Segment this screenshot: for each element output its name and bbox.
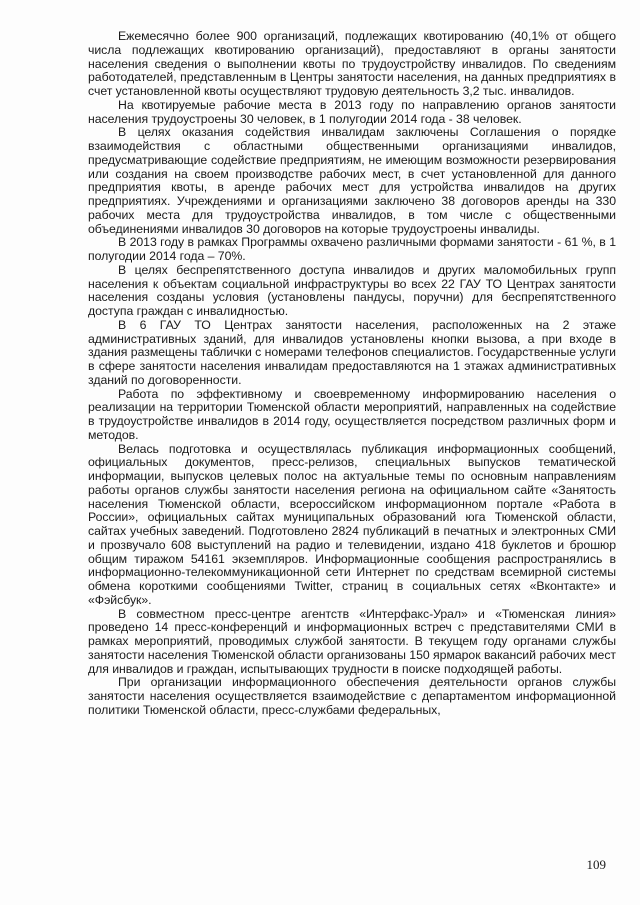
page-number: 109: [586, 857, 606, 872]
paragraph-quota-employment: На квотируемые рабочие места в 2013 году по направлению органов занятости населения трудоустроены 30 человек, в 1 полугодии 2014 года - 38 человек.: [88, 97, 616, 126]
paragraph-quota-reporting: Ежемесячно более 900 организаций, подлежащих квотированию (40,1% от общего числа подлежащих квотированию организаций), предоставляют в органы занятости населения сведения о выполнении квоты по трудоустройству инвалидов. По сведениям работодателей, представленным в Центры занятости населения, на данных предприятиях в счет установленной квоты осуществляют трудовую деятельность 3,2 тыс. инвалидов.: [88, 29, 616, 98]
paragraph-call-buttons: В 6 ГАУ ТО Центрах занятости населения, расположенных на 2 этаже административных зданий, для инвалидов установлены кнопки вызова, а при входе в здания размещены таблички с номерами телефонов специалистов. Государственные услуги в сфере занятости населения инвалидам предоставляются на 1 этажах административных зданий по договоренности.: [88, 317, 616, 387]
paragraph-agreements: В целях оказания содействия инвалидам заключены Соглашения о порядке взаимодействия с областными общественными организациями инвалидов, предусматривающие содействие предприятиям, не имеющим возможности резервирования или создания на своем производстве рабочих мест, в счет установленной для данного предприятия квоты, в аренде рабочих мест для устройства инвалидов на других предприятиях. Учреждениями и организациями заключено 38 договоров аренды на 330 рабочих места для трудоустройства инвалидов, в том числе с общественными объединениями инвалидов 30 договоров на которые трудоустроены инвалиды.: [88, 125, 616, 236]
paragraph-publications: Велась подготовка и осуществлялась публикация информационных сообщений, официальных документов, пресс-релизов, специальных выпусков тематической информации, выпусков целевых полос на актуальные темы по основным направлениям работы органов службы занятости населения региона на официальном сайте «Занятость населения Тюменской области, всероссийском информационном портале «Работа в России», официальных сайтах муниципальных образований юга Тюменской области, сайтах учебных заведений. Подготовлено 2824 публикаций в печатных и электронных СМИ и прозвучало 608 выступлений на радио и телевидении, издано 418 буклетов и брошюр общим тиражом 54161 экземпляров. Информационные сообщения распространялись в информационно-телекоммуникационной сети Интернет по средствам всемирной системы обмена короткими сообщениями Twitter, страниц в социальных сетях «Вконтакте» и «Фэйсбук».: [88, 441, 616, 607]
paragraph-accessibility: В целях беспрепятственного доступа инвалидов и других маломобильных групп населения к объектам социальной инфраструктуры во всех 22 ГАУ ТО Центрах занятости населения созданы условия (установлены пандусы, поручни) для беспрепятственного доступа граждан с инвалидностью.: [88, 262, 616, 318]
body-text: [88, 30, 616, 718]
paragraph-informing: Работа по эффективному и своевременному информированию населения о реализации на территории Тюменской области мероприятий, направленных на содействие в трудоустройстве инвалидов в 2014 году, осуществляется посредством различных форм и методов.: [88, 386, 616, 442]
paragraph-information-support: При организации информационного обеспечения деятельности органов службы занятости населения осуществляется взаимодействие с департаментом информационной политики Тюменской области, пресс-службами федеральных,: [88, 675, 616, 717]
paragraph-program-coverage: В 2013 году в рамках Программы охвачено различными формами занятости - 61 %, в 1 полугодии 2014 года – 70%.: [88, 235, 616, 263]
paragraph-press-center: В совместном пресс-центре агентств «Интерфакс-Урал» и «Тюменская линия» проведено 14 пресс-конференций и информационных встреч с представителями СМИ в рамках мероприятий, проводимых службой занятости. В текущем году органами службы занятости населения Тюменской области организованы 150 ярмарок вакансий рабочих мест для инвалидов и граждан, испытывающих трудности в поиске подходящей работы.: [88, 606, 616, 676]
